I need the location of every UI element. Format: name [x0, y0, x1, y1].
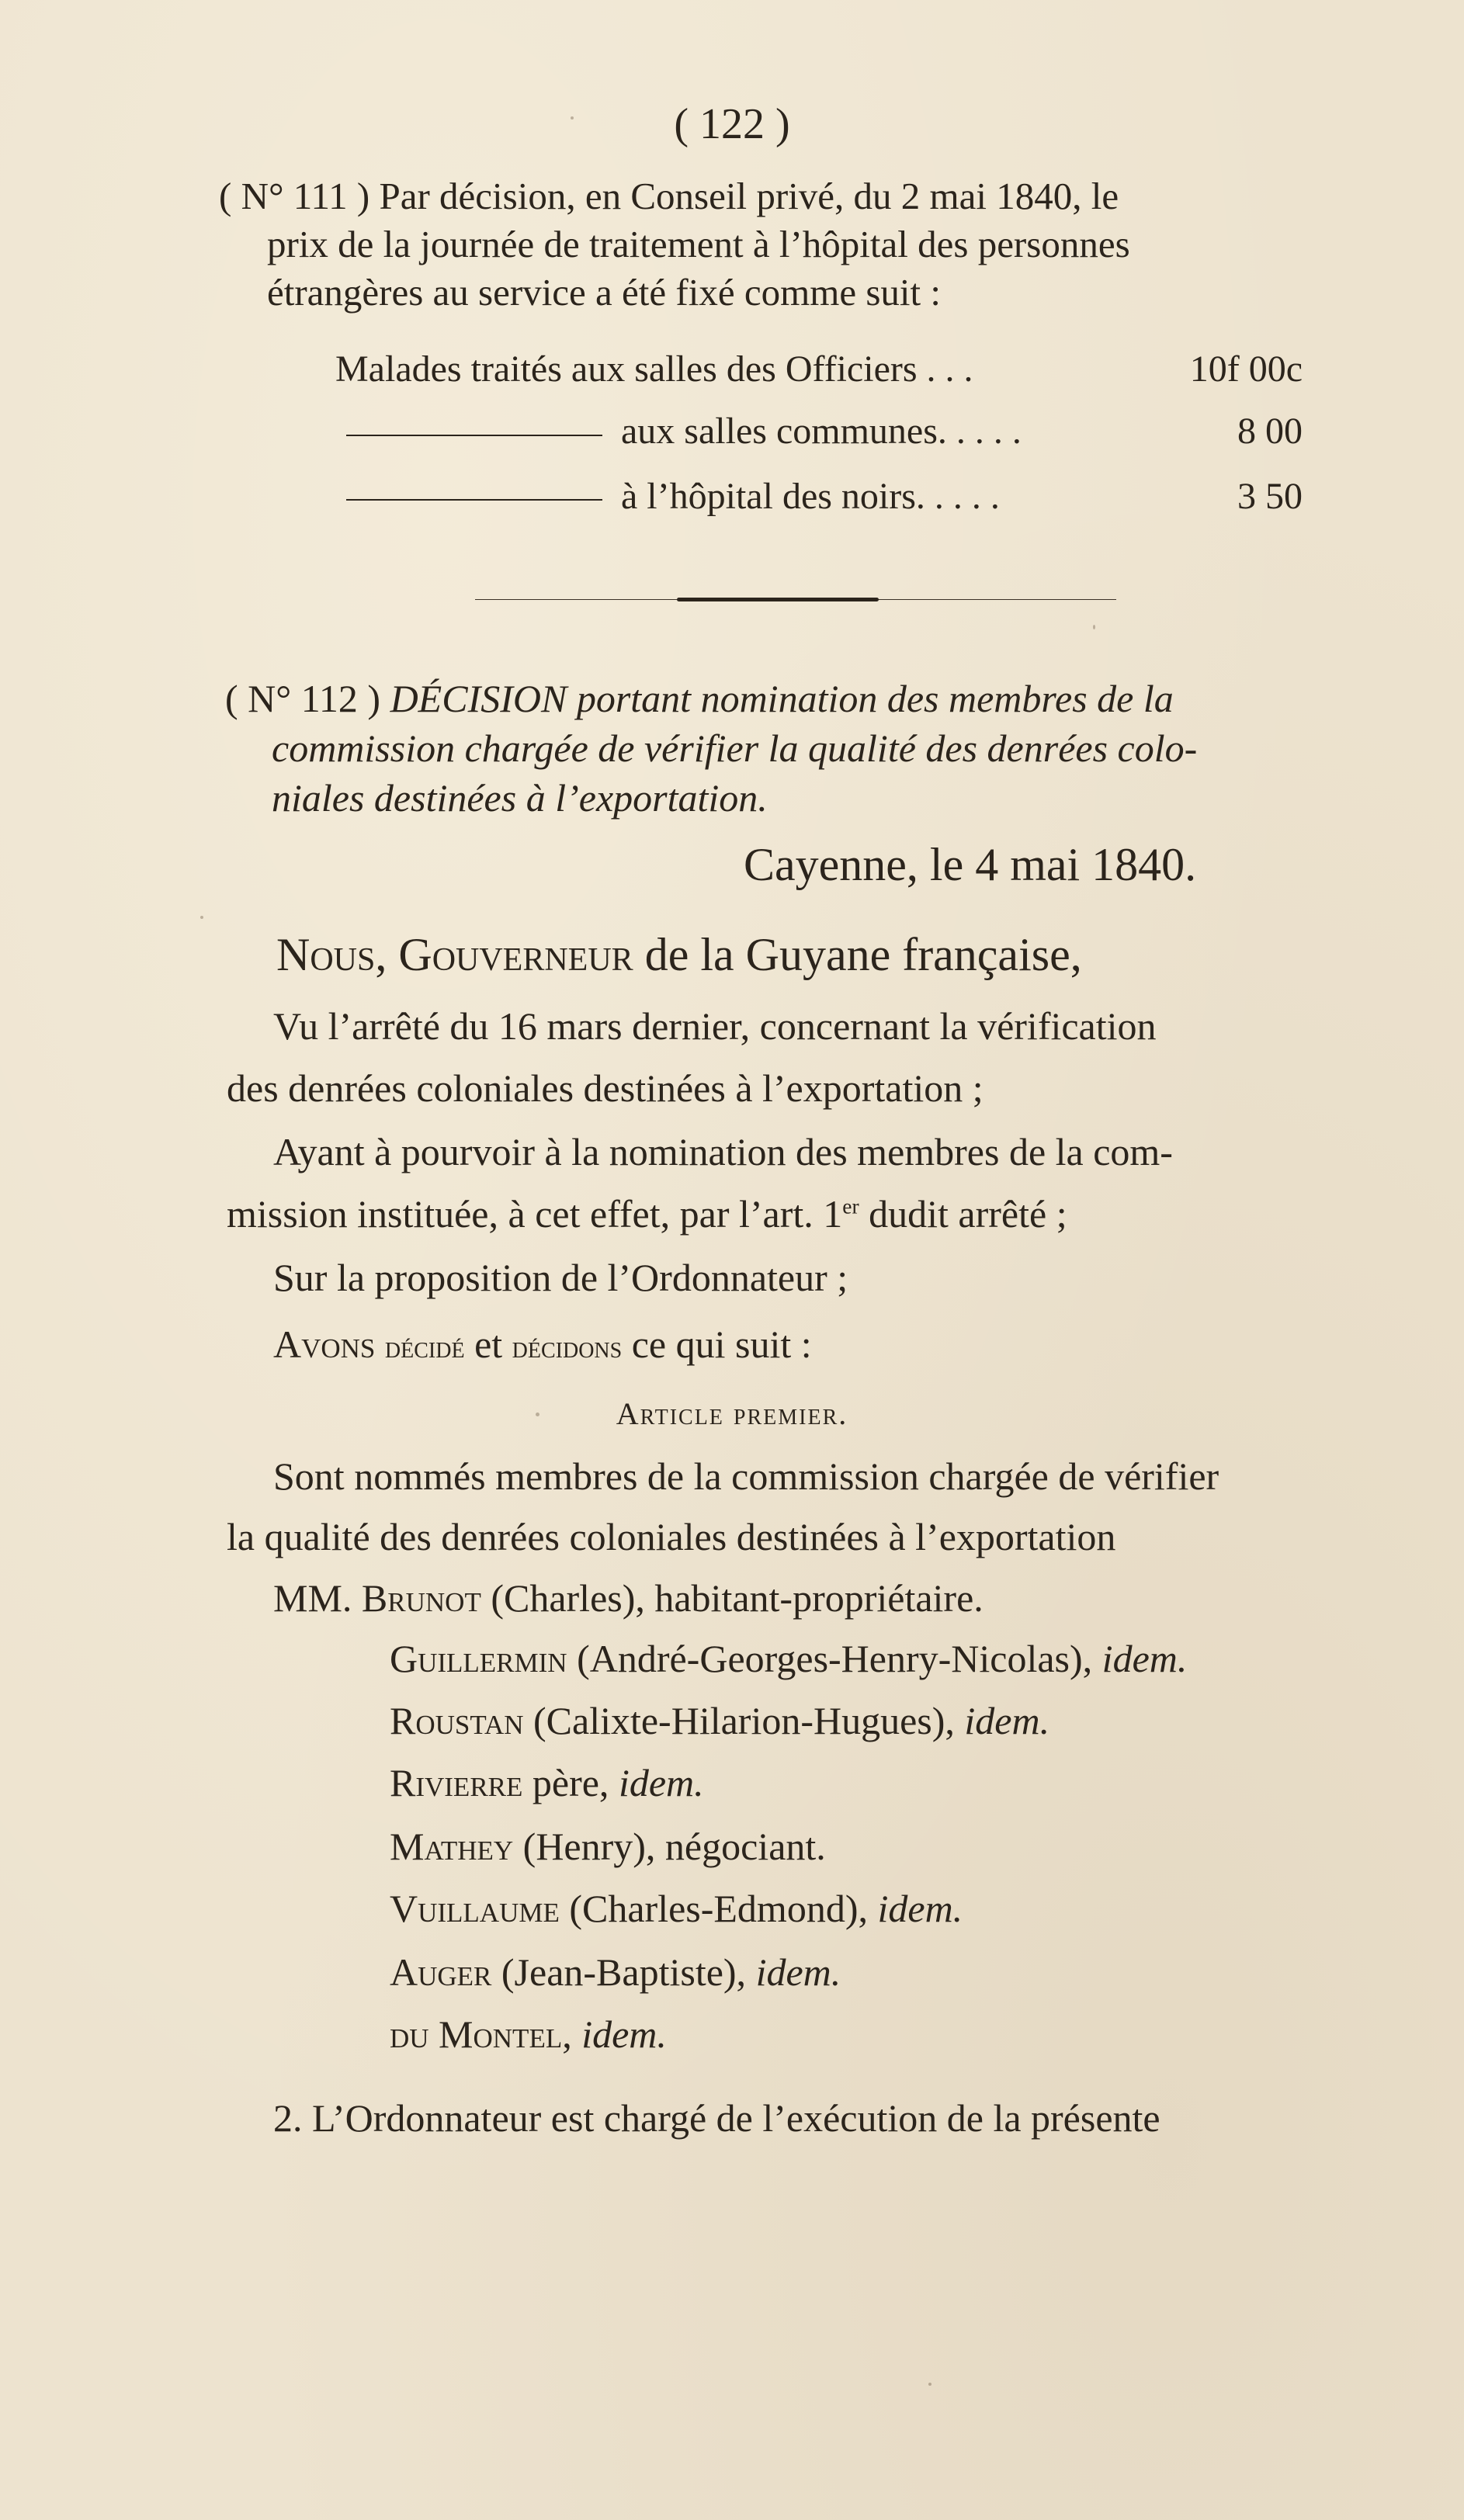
paper-speck [928, 2383, 931, 2386]
member-name: Vuillaume [390, 1887, 560, 1930]
paper-speck [1093, 625, 1095, 629]
considerant-vu-line-2: des denrées coloniales destinées à l’exportation ; [227, 1066, 984, 1110]
member-line-rivierre: Rivierre père, idem. [390, 1761, 704, 1804]
entry-112-ref: ( N° 112 ) [225, 677, 381, 720]
place-date: Cayenne, le 4 mai 1840. [744, 839, 1197, 890]
tariff-amount-officers: 10f 00c [1189, 348, 1303, 390]
gouverneur-word: Gouverneur [398, 929, 633, 980]
entry-111-ref: ( N° 111 ) [219, 175, 370, 217]
tariff-amount-blacks: 3 50 [1237, 476, 1303, 517]
considerant-ayant-line-2: mission instituée, à cet effet, par l’art. 1er dudit arrêté ; [227, 1192, 1067, 1236]
member-name: Roustan [390, 1699, 524, 1742]
member-name: Auger [390, 1950, 492, 1994]
entry-112-line-2: commission chargée de vérifier la qualité des denrées colo- [272, 726, 1198, 770]
section-separator [475, 598, 1116, 602]
paper-speck [200, 916, 203, 919]
tariff-amount-common: 8 00 [1237, 411, 1303, 452]
entry-112-line-1: ( N° 112 ) DÉCISION portant nomination des membres de la [225, 677, 1174, 720]
article-text-line-1: Sont nommés membres de la commission chargée de vérifier [273, 1454, 1219, 1498]
article-2-line: 2. L’Ordonnateur est chargé de l’exécution de la présente [273, 2096, 1160, 2140]
member-name: du Montel, [390, 2012, 572, 2056]
decision-formula: Avons décidé et décidons ce qui suit : [273, 1322, 812, 1366]
entry-112 [225, 674, 1374, 823]
entry-112-title-lead: DÉCISION [390, 677, 567, 720]
considerant-proposition: Sur la proposition de l’Ordonnateur ; [273, 1256, 848, 1299]
member-line-mathey: Mathey (Henry), négociant. [390, 1825, 826, 1868]
member-line-brunot: MM. Brunot (Charles), habitant-propriétaire. [273, 1576, 984, 1620]
entry-111 [219, 172, 1368, 317]
considerant-ayant-line-1: Ayant à pourvoir à la nomination des membres de la com- [273, 1130, 1173, 1173]
member-line-du-montel: du Montel, idem. [390, 2012, 667, 2056]
considerant-vu-line-1: Vu l’arrêté du 16 mars dernier, concernant la vérification [273, 1004, 1157, 1048]
entry-111-line-2: prix de la journée de traitement à l’hôpital des personnes [267, 223, 1130, 265]
article-premier-heading: Article premier. [616, 1396, 848, 1431]
member-line-roustan: Roustan (Calixte-Hilarion-Hugues), idem. [390, 1699, 1050, 1742]
governor-line: Nous, Gouverneur de la Guyane française, [276, 929, 1082, 980]
member-name: Brunot [361, 1576, 481, 1620]
page-number: ( 122 ) [674, 100, 790, 148]
ditto-dash [346, 499, 602, 501]
tariff-label-common: aux salles communes. . . . . [621, 411, 1022, 452]
paper-speck [571, 116, 574, 120]
member-line-vuillaume: Vuillaume (Charles-Edmond), idem. [390, 1887, 963, 1930]
entry-112-line-3: niales destinées à l’exportation. [272, 776, 768, 820]
article-text-line-2: la qualité des denrées coloniales destinées à l’exportation [227, 1515, 1116, 1558]
member-line-guillermin: Guillermin (André-Georges-Henry-Nicolas), idem. [390, 1637, 1188, 1680]
entry-111-line-3: étrangères au service a été fixé comme suit : [267, 271, 941, 314]
member-name: Mathey [390, 1825, 514, 1868]
tariff-label-officers: Malades traités aux salles des Officiers . . . [335, 348, 973, 390]
entry-111-line-1: ( N° 111 ) Par décision, en Conseil privé, du 2 mai 1840, le [219, 175, 1119, 217]
nous-word: Nous [276, 929, 376, 980]
paper-speck [536, 1413, 539, 1416]
member-name: Rivierre [390, 1761, 523, 1804]
member-name: Guillermin [390, 1637, 567, 1680]
ditto-dash [346, 435, 602, 436]
member-line-auger: Auger (Jean-Baptiste), idem. [390, 1950, 841, 1994]
tariff-label-blacks: à l’hôpital des noirs. . . . . [621, 476, 1000, 517]
